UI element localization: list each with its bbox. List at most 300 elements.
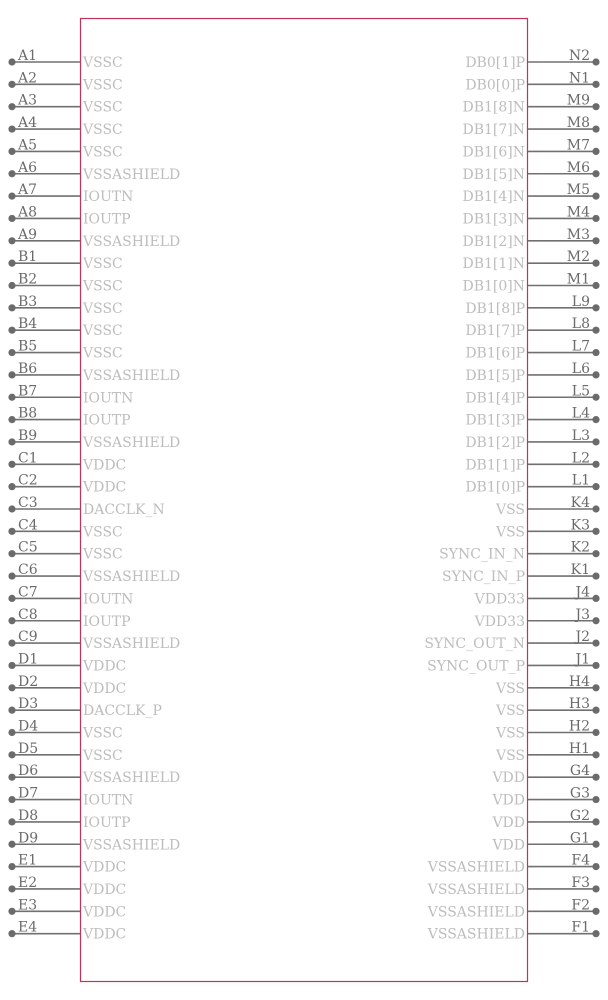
- pin-name: IOUTP: [83, 412, 131, 429]
- pin-name: DB1[8]P: [465, 300, 525, 317]
- pin-E2: [8, 875, 126, 898]
- pin-number: E2: [18, 874, 38, 891]
- pin-name: DB1[5]N: [462, 166, 525, 183]
- pin-terminal-dot: [8, 841, 15, 848]
- pin-number: K4: [570, 495, 590, 511]
- pin-number: M8: [566, 115, 590, 132]
- pin-terminal-dot: [592, 684, 599, 691]
- pin-number: A5: [18, 137, 38, 154]
- pin-J1: [427, 651, 599, 674]
- pin-G2: [491, 808, 599, 831]
- pin-A6: [8, 160, 180, 183]
- pin-K3: [495, 517, 600, 540]
- pin-number: M5: [566, 182, 590, 199]
- pin-name: SYNC_OUT_N: [424, 636, 525, 653]
- pin-number: L1: [571, 472, 590, 489]
- pin-C8: [8, 607, 130, 630]
- pin-number: M3: [566, 226, 590, 243]
- pin-terminal-dot: [8, 595, 15, 602]
- pin-number: C2: [18, 472, 38, 489]
- pin-L6: [465, 361, 599, 384]
- pin-E3: [8, 897, 126, 920]
- pin-name: VSSASHIELD: [427, 881, 525, 898]
- pin-name: VDD: [492, 814, 525, 831]
- pin-number: K2: [570, 539, 590, 556]
- pin-name: VSSASHIELD: [83, 367, 181, 384]
- pin-number: M7: [566, 137, 590, 154]
- pin-terminal-dot: [592, 707, 599, 714]
- pin-number: A6: [18, 159, 38, 176]
- pin-A2: [8, 70, 122, 93]
- pin-terminal-dot: [592, 58, 599, 65]
- pin-terminal-dot: [8, 751, 15, 758]
- pin-number: F3: [571, 874, 590, 891]
- pin-number: B5: [18, 338, 38, 355]
- pin-F1: [427, 920, 600, 943]
- pin-terminal-dot: [592, 550, 599, 557]
- pin-terminal-dot: [592, 729, 599, 736]
- pin-terminal-dot: [8, 617, 15, 624]
- pin-terminal-dot: [8, 684, 15, 691]
- pin-number: M6: [566, 159, 590, 176]
- pin-D5: [8, 741, 122, 764]
- pin-terminal-dot: [592, 103, 599, 110]
- pin-terminal-dot: [592, 617, 599, 624]
- pin-L7: [465, 339, 599, 362]
- pin-A1: [8, 48, 122, 71]
- pin-name: VDDC: [83, 658, 127, 675]
- pin-terminal-dot: [8, 349, 15, 356]
- pin-C7: [8, 584, 133, 607]
- pin-J2: [424, 629, 599, 652]
- pin-name: DB1[0]P: [465, 479, 525, 496]
- pin-name: VDD: [492, 770, 525, 787]
- pin-terminal-dot: [8, 394, 15, 401]
- pin-number: J3: [575, 606, 590, 623]
- pin-M9: [462, 93, 599, 116]
- pin-D7: [8, 786, 133, 809]
- pin-number: G2: [569, 807, 590, 824]
- pin-number: D6: [18, 763, 39, 780]
- pin-name: VDD33: [474, 613, 525, 630]
- pin-M8: [462, 115, 599, 138]
- pin-terminal-dot: [592, 237, 599, 244]
- pin-terminal-dot: [8, 58, 15, 65]
- pin-number: L7: [571, 338, 590, 355]
- pin-terminal-dot: [8, 282, 15, 289]
- pin-number: M1: [566, 271, 590, 288]
- pin-name: IOUTN: [83, 591, 134, 608]
- pin-terminal-dot: [8, 572, 15, 579]
- pin-number: L3: [571, 427, 590, 444]
- pin-G1: [491, 830, 599, 853]
- pin-M3: [462, 227, 599, 250]
- pin-name: VDDC: [83, 479, 127, 496]
- pin-terminal-dot: [8, 796, 15, 803]
- pin-name: DB1[8]N: [462, 99, 525, 116]
- pin-name: DB1[1]N: [462, 256, 525, 273]
- pin-terminal-dot: [8, 863, 15, 870]
- pin-number: H3: [568, 696, 590, 713]
- pin-terminal-dot: [8, 81, 15, 88]
- pin-number: E1: [18, 852, 38, 869]
- pin-number: D2: [18, 673, 39, 690]
- pin-terminal-dot: [8, 260, 15, 267]
- pin-B3: [8, 294, 122, 317]
- pin-H3: [495, 696, 600, 719]
- pin-terminal-dot: [592, 148, 599, 155]
- pin-name: VSSC: [83, 323, 123, 340]
- pin-name: DB1[1]P: [465, 457, 525, 474]
- pin-terminal-dot: [592, 863, 599, 870]
- pin-terminal-dot: [592, 125, 599, 132]
- pin-name: SYNC_IN_N: [439, 546, 525, 563]
- pin-name: VDDC: [83, 904, 127, 921]
- pin-number: F2: [571, 897, 590, 914]
- pin-D1: [8, 651, 126, 674]
- pin-terminal-dot: [8, 215, 15, 222]
- pin-name: VSSASHIELD: [83, 434, 181, 451]
- pin-name: VSS: [495, 502, 525, 518]
- pin-number: B3: [18, 293, 38, 310]
- pin-M5: [462, 182, 599, 205]
- pin-number: C3: [18, 495, 38, 511]
- pin-terminal-dot: [8, 483, 15, 490]
- pin-L9: [465, 294, 599, 317]
- pin-K2: [439, 540, 599, 563]
- pin-number: J1: [575, 651, 590, 668]
- pin-name: VDDC: [83, 680, 127, 697]
- pin-number: C7: [18, 584, 38, 601]
- pin-number: B7: [18, 383, 38, 400]
- pin-terminal-dot: [592, 908, 599, 915]
- pin-name: DB1[2]P: [465, 434, 525, 451]
- pin-number: M2: [566, 249, 590, 266]
- pin-name: VSSASHIELD: [83, 166, 181, 183]
- pin-terminal-dot: [592, 751, 599, 758]
- left-pin-group: [8, 48, 180, 943]
- pin-name: VDDC: [83, 859, 127, 876]
- pin-terminal-dot: [592, 885, 599, 892]
- pin-number: K1: [570, 562, 590, 579]
- pin-name: VSSC: [83, 99, 123, 116]
- pin-terminal-dot: [592, 327, 599, 334]
- pin-G4: [491, 763, 599, 786]
- pin-number: L4: [571, 405, 590, 422]
- pin-number: B1: [18, 249, 38, 266]
- pin-name: IOUTP: [83, 613, 131, 630]
- pin-number: A7: [18, 182, 38, 199]
- pin-name: DB1[6]N: [462, 144, 525, 161]
- pin-name: VSSASHIELD: [83, 636, 181, 653]
- pin-L3: [465, 428, 599, 451]
- pin-number: N1: [568, 70, 590, 87]
- pin-terminal-dot: [592, 662, 599, 669]
- pin-L5: [465, 383, 599, 406]
- pin-terminal-dot: [8, 774, 15, 781]
- pin-name: VSSASHIELD: [83, 233, 181, 250]
- pin-terminal-dot: [592, 528, 599, 535]
- pin-K4: [495, 495, 600, 518]
- pin-terminal-dot: [592, 595, 599, 602]
- pin-terminal-dot: [592, 260, 599, 267]
- pin-name: VSSC: [83, 256, 123, 273]
- pin-terminal-dot: [8, 550, 15, 557]
- pin-number: A1: [18, 48, 38, 64]
- pin-name: VSS: [495, 747, 525, 764]
- pin-number: D3: [18, 696, 39, 713]
- pin-name: SYNC_OUT_P: [427, 658, 525, 675]
- pin-number: G4: [569, 763, 590, 780]
- pin-terminal-dot: [8, 729, 15, 736]
- pin-name: VSSC: [83, 546, 123, 563]
- pin-name: VSSASHIELD: [83, 837, 181, 854]
- pin-terminal-dot: [8, 237, 15, 244]
- pin-name: VSSASHIELD: [427, 859, 525, 876]
- pin-number: A3: [18, 92, 38, 109]
- pin-name: DB0[1]P: [465, 55, 525, 71]
- pin-name: VSS: [495, 524, 525, 541]
- pin-name: VSSC: [83, 747, 123, 764]
- pin-terminal-dot: [8, 885, 15, 892]
- pin-number: D7: [18, 785, 39, 802]
- pin-name: VDD: [492, 792, 525, 809]
- pin-A8: [8, 204, 130, 227]
- pin-name: VSSASHIELD: [427, 904, 525, 921]
- pin-number: G1: [569, 830, 590, 847]
- pin-E1: [8, 853, 126, 876]
- pin-number: L5: [571, 383, 590, 400]
- pin-terminal-dot: [8, 908, 15, 915]
- pin-G3: [491, 786, 599, 809]
- pin-number: H2: [568, 718, 590, 735]
- pin-number: B8: [18, 405, 38, 422]
- pin-name: VSSC: [83, 524, 123, 541]
- pin-B4: [8, 316, 122, 339]
- pin-name: DB1[7]P: [465, 323, 525, 340]
- pin-name: DB1[4]P: [465, 390, 525, 407]
- pin-number: J4: [575, 584, 590, 601]
- pin-name: DB1[6]P: [465, 345, 525, 362]
- pin-B2: [8, 272, 122, 295]
- pin-A5: [8, 137, 122, 160]
- pin-B8: [8, 406, 130, 429]
- pin-number: L9: [571, 293, 590, 310]
- pin-name: DB1[2]N: [462, 233, 525, 250]
- pin-name: DACCLK_P: [83, 703, 162, 720]
- pin-C6: [8, 562, 180, 585]
- pin-terminal-dot: [8, 371, 15, 378]
- pin-number: A8: [18, 204, 38, 221]
- pin-terminal-dot: [592, 774, 599, 781]
- pin-A4: [8, 115, 122, 138]
- pin-A7: [8, 182, 133, 205]
- pin-terminal-dot: [592, 349, 599, 356]
- pin-terminal-dot: [592, 193, 599, 200]
- pin-name: VSSC: [83, 278, 123, 295]
- pin-number: A4: [18, 115, 38, 132]
- pin-terminal-dot: [592, 170, 599, 177]
- pin-number: C6: [18, 562, 38, 579]
- pin-number: C9: [18, 629, 38, 646]
- pin-N2: [465, 48, 599, 71]
- pin-name: DB1[3]N: [462, 211, 525, 228]
- pin-number: B9: [18, 427, 38, 444]
- pin-terminal-dot: [8, 640, 15, 647]
- pin-number: F4: [571, 852, 590, 869]
- pin-terminal-dot: [592, 371, 599, 378]
- pin-name: DB1[3]P: [465, 412, 525, 429]
- pin-terminal-dot: [8, 304, 15, 311]
- pin-number: H4: [568, 673, 590, 690]
- pin-J3: [474, 607, 600, 630]
- pin-name: VSS: [495, 725, 525, 742]
- pin-name: VSSC: [83, 345, 123, 362]
- pin-H4: [495, 674, 600, 697]
- pin-C3: [8, 495, 164, 518]
- pin-name: VSSC: [83, 122, 123, 139]
- pin-terminal-dot: [8, 125, 15, 132]
- pin-L1: [465, 473, 599, 496]
- pin-name: VDDC: [83, 881, 127, 898]
- pin-terminal-dot: [592, 640, 599, 647]
- pin-name: VSSASHIELD: [83, 770, 181, 787]
- pin-B1: [8, 249, 122, 272]
- pin-number: K3: [570, 517, 590, 534]
- pin-F3: [427, 875, 600, 898]
- pin-D9: [8, 830, 180, 853]
- pin-number: D1: [18, 651, 39, 668]
- pin-M6: [462, 160, 599, 183]
- right-pin-group: [424, 48, 599, 943]
- pin-B5: [8, 339, 122, 362]
- pin-number: M9: [566, 92, 590, 109]
- pin-name: DACCLK_N: [83, 502, 165, 518]
- pin-name: VSSC: [83, 725, 123, 742]
- pin-terminal-dot: [592, 841, 599, 848]
- pin-terminal-dot: [8, 461, 15, 468]
- pin-name: VDD33: [474, 591, 525, 608]
- pin-B7: [8, 383, 133, 406]
- pin-name: DB1[7]N: [462, 122, 525, 139]
- pin-J4: [474, 584, 600, 607]
- pin-B6: [8, 361, 180, 384]
- pin-number: A9: [18, 226, 38, 243]
- pin-terminal-dot: [8, 103, 15, 110]
- pin-number: B4: [18, 316, 38, 333]
- pin-D4: [8, 719, 122, 742]
- pin-name: VSSC: [83, 300, 123, 317]
- pin-number: J2: [575, 629, 590, 646]
- pin-L4: [465, 406, 599, 429]
- pin-name: VSS: [495, 680, 525, 697]
- pin-A9: [8, 227, 180, 250]
- pin-name: DB0[0]P: [465, 77, 525, 94]
- pin-M7: [462, 137, 599, 160]
- pin-terminal-dot: [592, 505, 599, 512]
- pin-B9: [8, 428, 180, 451]
- pin-K1: [442, 562, 600, 585]
- pin-terminal-dot: [8, 416, 15, 423]
- pin-name: VSSC: [83, 55, 123, 71]
- pin-terminal-dot: [8, 170, 15, 177]
- pin-name: VSSASHIELD: [427, 926, 525, 943]
- pin-number: C4: [18, 517, 38, 534]
- pin-E4: [8, 920, 126, 943]
- pin-H1: [495, 741, 600, 764]
- pin-terminal-dot: [592, 215, 599, 222]
- pin-L2: [465, 450, 599, 473]
- pin-number: E4: [18, 919, 38, 936]
- pin-terminal-dot: [592, 796, 599, 803]
- pin-name: VSSC: [83, 77, 123, 94]
- pin-name: VSSC: [83, 144, 123, 161]
- pin-name: VSS: [495, 703, 525, 720]
- pin-D8: [8, 808, 130, 831]
- pin-terminal-dot: [8, 505, 15, 512]
- pin-name: VSSASHIELD: [83, 569, 181, 586]
- pin-terminal-dot: [592, 438, 599, 445]
- pin-name: VDDC: [83, 926, 127, 943]
- pin-name: VDD: [492, 837, 525, 854]
- pin-number: D8: [18, 807, 39, 824]
- pin-C1: [8, 450, 126, 473]
- pin-F4: [427, 853, 600, 876]
- pin-number: B6: [18, 360, 38, 377]
- pin-F2: [427, 897, 600, 920]
- pin-number: N2: [568, 48, 590, 64]
- pin-name: SYNC_IN_P: [442, 569, 525, 586]
- pin-C2: [8, 473, 126, 496]
- pin-A3: [8, 93, 122, 116]
- pin-number: H1: [568, 740, 590, 757]
- pin-N1: [465, 70, 599, 93]
- pin-terminal-dot: [592, 818, 599, 825]
- pin-number: G3: [569, 785, 590, 802]
- pin-name: DB1[5]P: [465, 367, 525, 384]
- pin-name: IOUTN: [83, 189, 134, 206]
- pin-D2: [8, 674, 126, 697]
- pin-number: D5: [18, 740, 39, 757]
- pin-name: IOUTP: [83, 211, 131, 228]
- pin-terminal-dot: [592, 81, 599, 88]
- pin-C4: [8, 517, 122, 540]
- pin-terminal-dot: [8, 930, 15, 937]
- pin-name: IOUTN: [83, 390, 134, 407]
- pin-C9: [8, 629, 180, 652]
- pin-number: C1: [18, 450, 38, 467]
- pin-number: M4: [566, 204, 590, 221]
- pin-number: C8: [18, 606, 38, 623]
- pin-number: L6: [571, 360, 590, 377]
- pin-name: IOUTP: [83, 814, 131, 831]
- pin-number: D9: [18, 830, 39, 847]
- pin-terminal-dot: [592, 394, 599, 401]
- pin-number: C5: [18, 539, 38, 556]
- pin-M1: [462, 272, 599, 295]
- pin-terminal-dot: [592, 930, 599, 937]
- pin-D6: [8, 763, 180, 786]
- pin-terminal-dot: [8, 662, 15, 669]
- pin-number: F1: [571, 919, 590, 936]
- pin-name: VDDC: [83, 457, 127, 474]
- pin-name: DB1[4]N: [462, 189, 525, 206]
- pin-terminal-dot: [592, 483, 599, 490]
- pin-number: E3: [18, 897, 38, 914]
- pin-number: D4: [18, 718, 39, 735]
- pin-name: IOUTN: [83, 792, 134, 809]
- pin-number: A2: [18, 70, 38, 87]
